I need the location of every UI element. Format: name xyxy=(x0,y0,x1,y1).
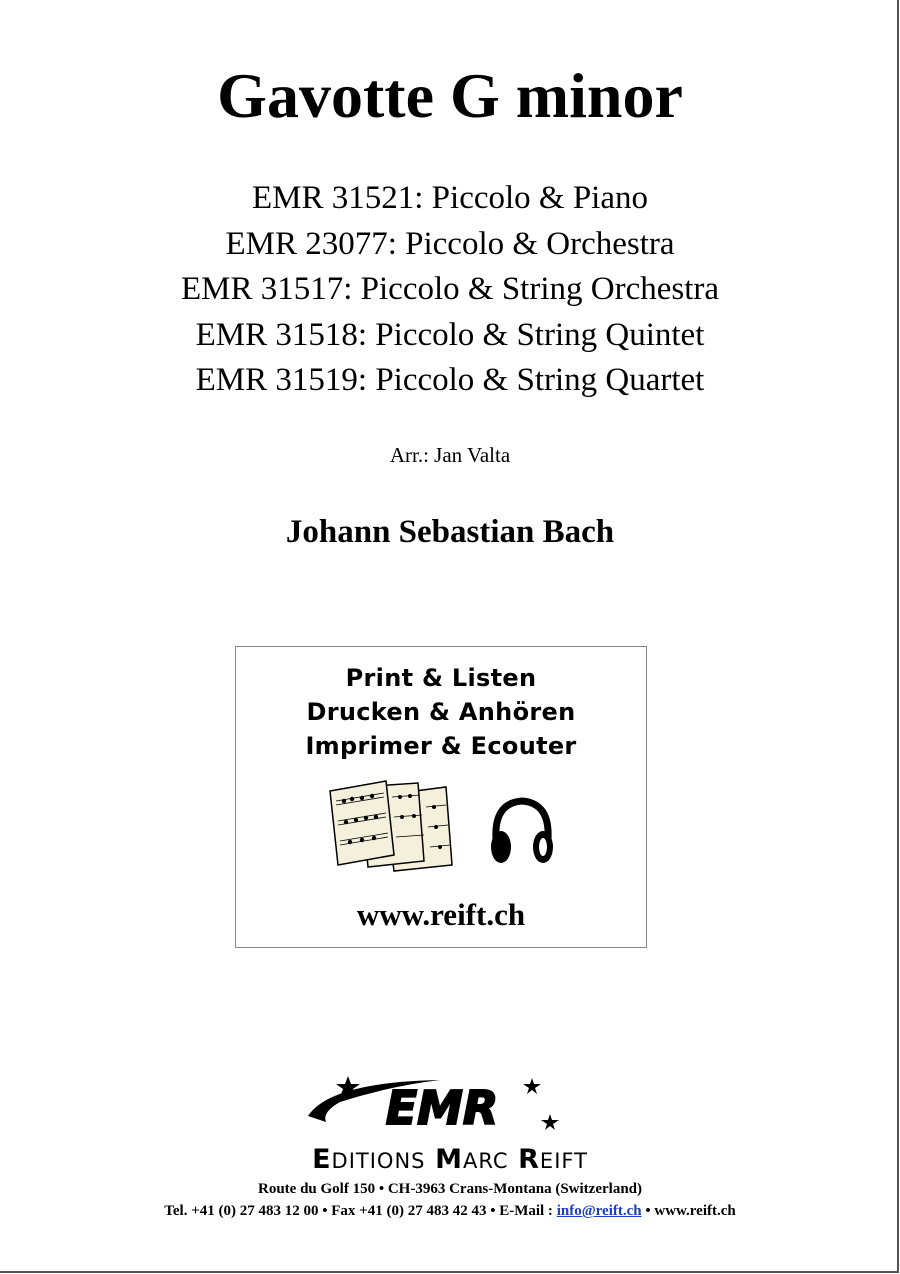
composer: Johann Sebastian Bach xyxy=(285,514,615,550)
publisher-name xyxy=(0,1143,900,1178)
promo-url[interactable]: www.reift.ch xyxy=(356,897,526,932)
promo-line: Drucken & Anhören xyxy=(306,698,576,726)
publisher-word: EIFT xyxy=(539,1149,588,1173)
contact-suffix: • www.reift.ch xyxy=(641,1203,736,1219)
page-title: Gavotte G minor xyxy=(217,60,683,131)
publisher-initial: E xyxy=(312,1144,332,1175)
publisher-initial: R xyxy=(518,1144,540,1175)
edition-item: EMR 31518: Piccolo & String Quintet xyxy=(195,316,705,353)
publisher-word: ARC xyxy=(462,1149,509,1173)
emr-logo xyxy=(300,1072,580,1142)
publisher-contact xyxy=(0,1200,900,1222)
print-listen-box xyxy=(235,646,647,948)
edition-item: EMR 31517: Piccolo & String Orchestra xyxy=(180,271,720,307)
edition-item: EMR 31519: Piccolo & String Quartet xyxy=(195,362,705,398)
promo-lines xyxy=(236,661,646,763)
promo-line: Imprimer & Ecouter xyxy=(305,732,577,760)
edition-item: EMR 23077: Piccolo & Orchestra xyxy=(225,225,675,262)
publisher-initial: M xyxy=(435,1144,463,1175)
promo-line: Print & Listen xyxy=(345,664,537,692)
headphones-icon xyxy=(486,795,558,867)
logo-text: EMR xyxy=(385,1081,499,1135)
publisher-address: Route du Golf 150 • CH-3963 Crans-Montana (Switzerland) xyxy=(258,1181,642,1197)
email-link[interactable]: info@reift.ch xyxy=(556,1203,642,1219)
publisher-word: DITIONS xyxy=(331,1149,426,1173)
sheet-music-icon xyxy=(328,777,454,873)
editions-list xyxy=(0,176,900,404)
edition-item: EMR 31521: Piccolo & Piano xyxy=(252,180,648,216)
contact-prefix: Tel. +41 (0) 27 483 12 00 • Fax +41 (0) 27 483 42 43 • E-Mail : xyxy=(164,1203,557,1219)
arranger: Arr.: Jan Valta xyxy=(389,443,511,467)
